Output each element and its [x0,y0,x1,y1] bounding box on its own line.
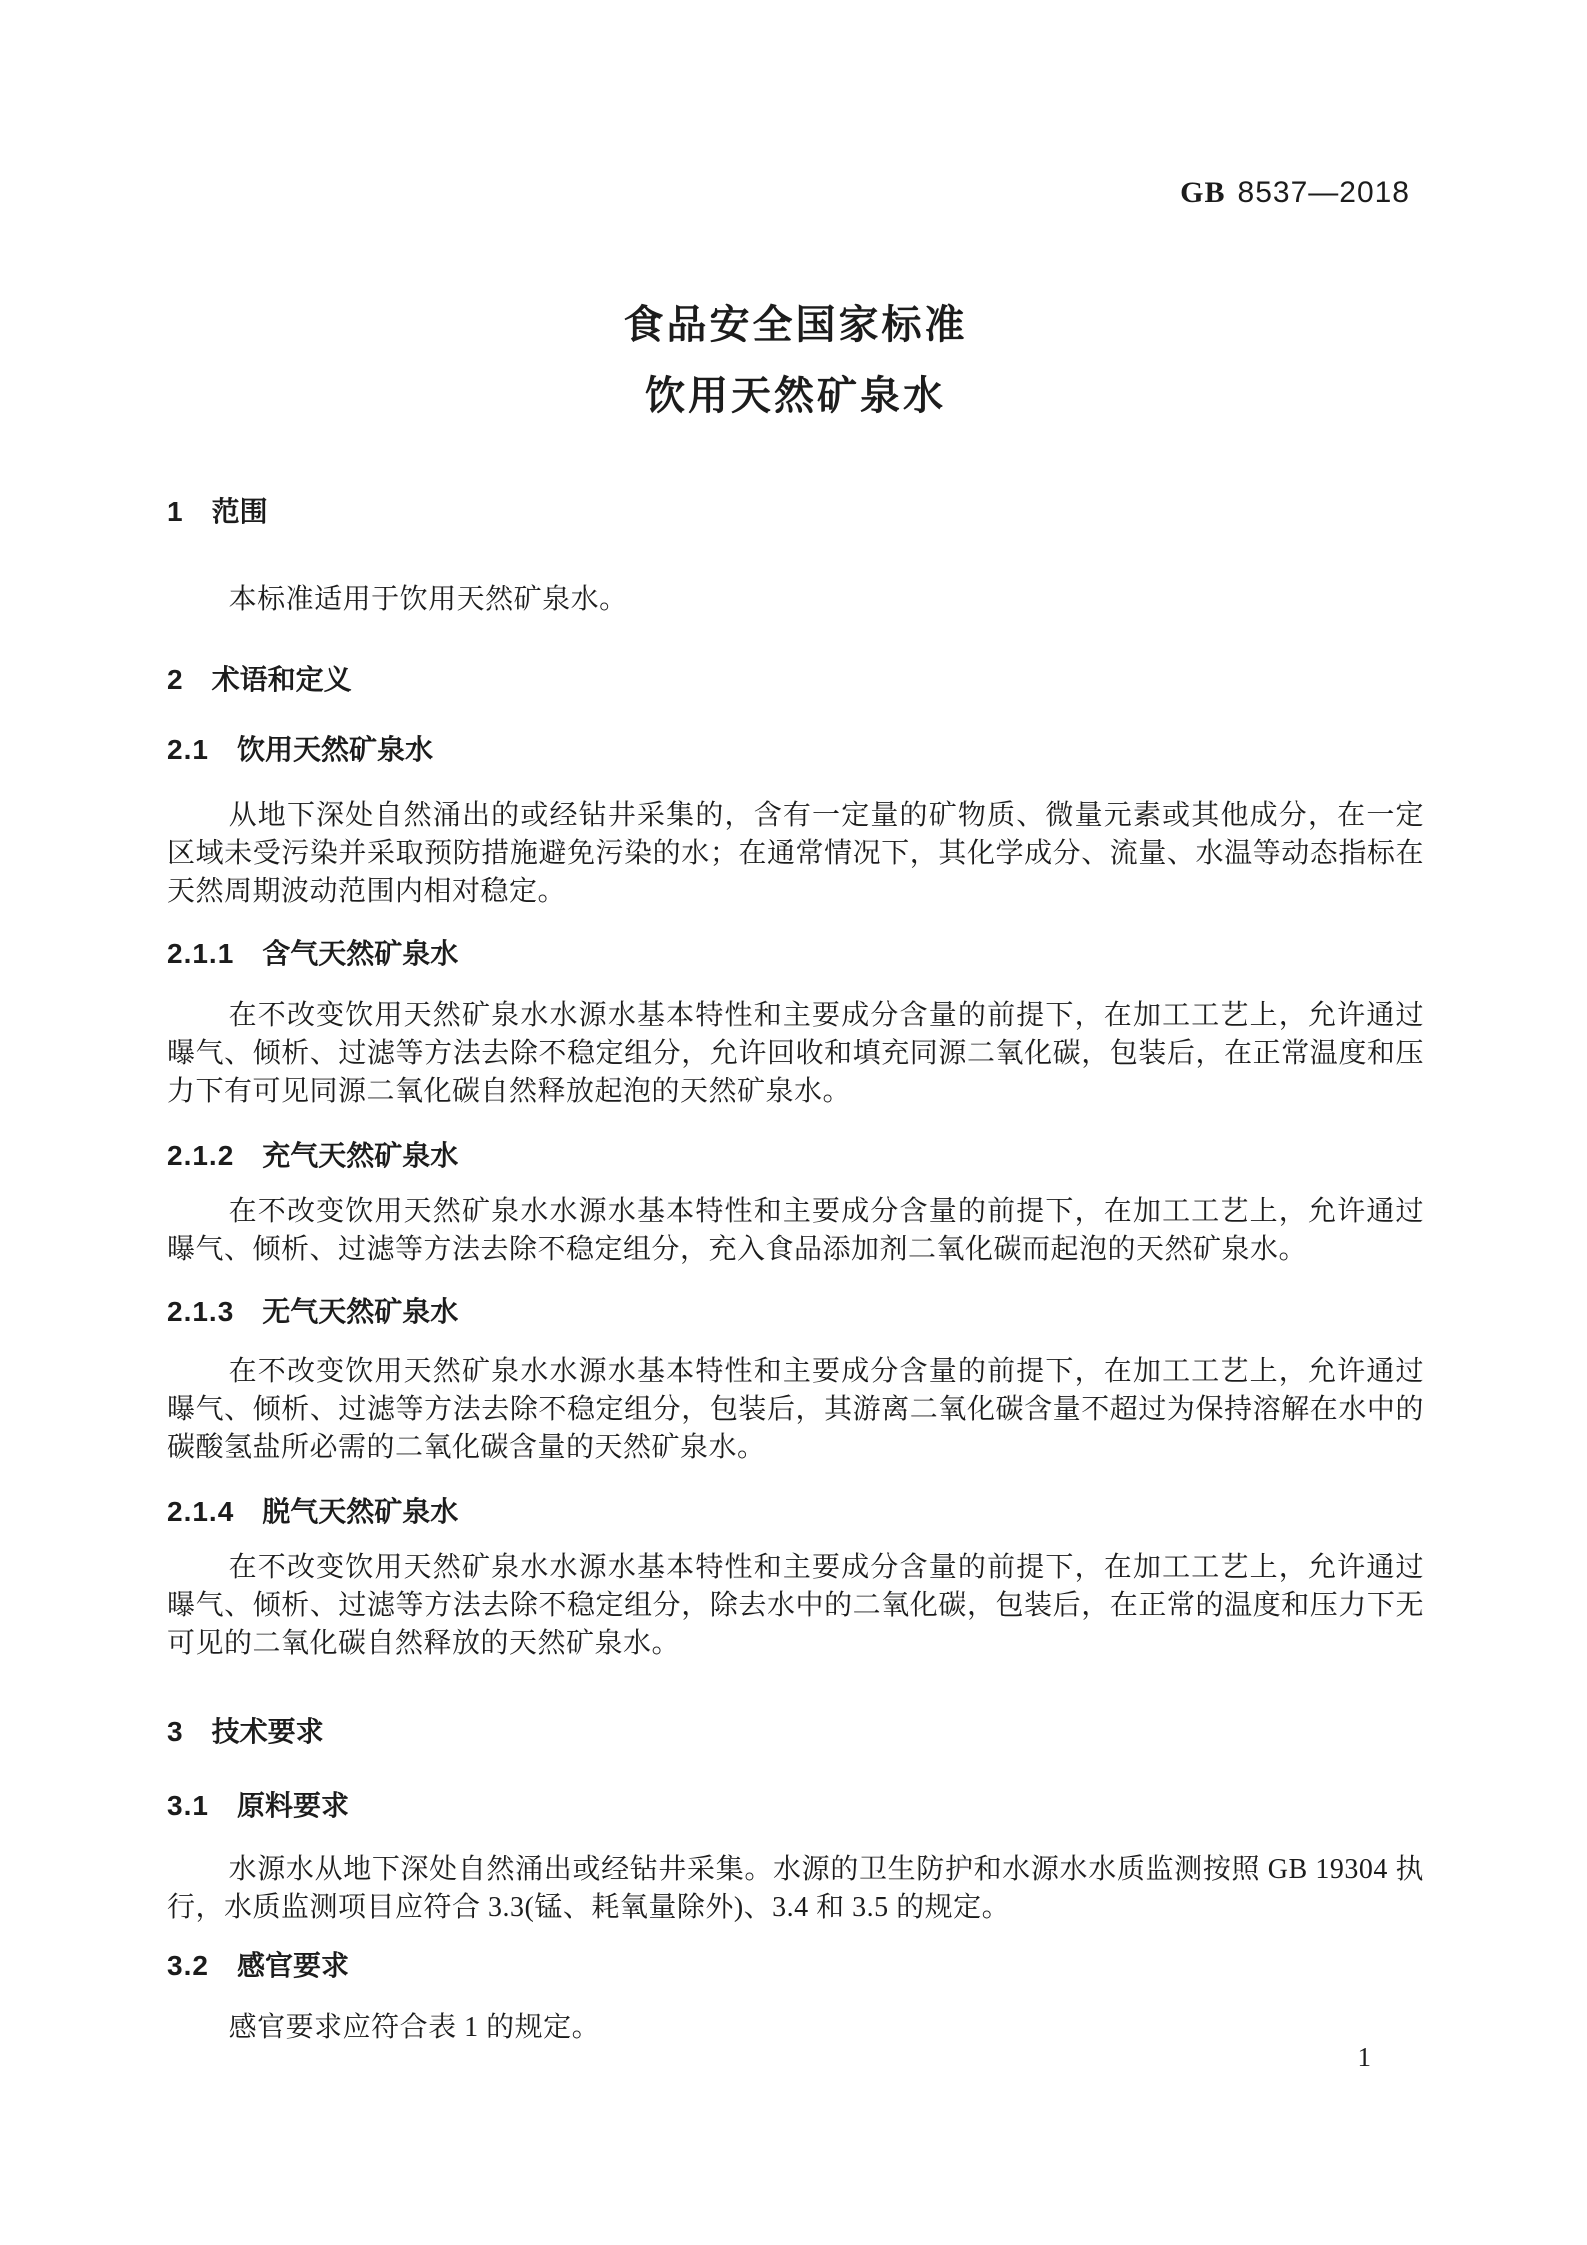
standard-code-prefix: GB [1180,176,1226,209]
section-title: 原料要求 [236,1790,349,1821]
section-heading-1 [167,493,1424,531]
section-number: 2 [167,664,184,695]
section-number: 3.1 [167,1790,209,1821]
paragraph-sensory: 感官要求应符合表 1 的规定。 [228,2012,601,2043]
page-number: 1 [1357,2042,1371,2072]
section-title: 术语和定义 [211,664,352,695]
section-heading-3 [167,1713,1424,1751]
section-heading-3-1 [167,1787,1424,1825]
section-title: 技术要求 [211,1716,324,1747]
paragraph-definition-2-1-3: 在不改变饮用天然矿泉水水源水基本特性和主要成分含量的前提下，在加工工艺上，允许通过曝气、倾析、过滤等方法去除不稳定组分，包装后，其游离二氧化碳含量不超过为保持溶解在水中的碳酸氢盐所必需的二氧化碳含量的天然矿泉水。 [167,1356,1424,1463]
paragraph-definition-2-1-2: 在不改变饮用天然矿泉水水源水基本特性和主要成分含量的前提下，在加工工艺上，允许通过曝气、倾析、过滤等方法去除不稳定组分，充入食品添加剂二氧化碳而起泡的天然矿泉水。 [167,1196,1424,1265]
section-heading-3-2 [167,1947,1424,1985]
paragraph-definition-2-1-1: 在不改变饮用天然矿泉水水源水基本特性和主要成分含量的前提下，在加工工艺上，允许通过曝气、倾析、过滤等方法去除不稳定组分，允许回收和填充同源二氧化碳，包装后，在正常温度和压力下有可见同源二氧化碳自然释放起泡的天然矿泉水。 [167,1000,1424,1107]
paragraph-definition-2-1-4: 在不改变饮用天然矿泉水水源水基本特性和主要成分含量的前提下，在加工工艺上，允许通过曝气、倾析、过滤等方法去除不稳定组分，除去水中的二氧化碳，包装后，在正常的温度和压力下无可见的二氧化碳自然释放的天然矿泉水。 [167,1552,1424,1659]
section-title: 无气天然矿泉水 [262,1296,459,1327]
paragraph-raw-material: 水源水从地下深处自然涌出或经钻井采集。水源的卫生防护和水源水水质监测按照 GB 19304 执行，水质监测项目应符合 3.3(锰、耗氧量除外)、3.4 和 3.5 的规定。 [167,1854,1424,1923]
section-title: 含气天然矿泉水 [262,938,459,969]
section-title: 感官要求 [236,1950,349,1981]
standard-code-number: 8537—2018 [1237,176,1410,209]
document-title-line1: 食品安全国家标准 [623,303,968,347]
paragraph-scope: 本标准适用于饮用天然矿泉水。 [228,584,628,615]
section-title: 脱气天然矿泉水 [262,1496,459,1527]
section-number: 2.1.4 [167,1496,235,1527]
standard-number [167,0,1424,210]
document-title-line2: 饮用天然矿泉水 [645,374,946,418]
section-heading-2-1-2 [167,1137,1424,1175]
section-number: 3 [167,1716,184,1747]
section-number: 2.1 [167,734,209,765]
section-heading-2-1-4 [167,1493,1424,1531]
section-heading-2-1-1 [167,935,1424,973]
section-number: 2.1.2 [167,1140,235,1171]
section-number: 2.1.3 [167,1296,235,1327]
section-title: 饮用天然矿泉水 [236,734,433,765]
section-number: 1 [167,496,184,527]
section-heading-2 [167,661,1424,699]
section-title: 充气天然矿泉水 [262,1140,459,1171]
document-title [167,290,1424,432]
section-number: 2.1.1 [167,938,235,969]
section-number: 3.2 [167,1950,209,1981]
paragraph-definition-2-1: 从地下深处自然涌出的或经钻井采集的，含有一定量的矿物质、微量元素或其他成分，在一定区域未受污染并采取预防措施避免污染的水；在通常情况下，其化学成分、流量、水温等动态指标在天然周期波动范围内相对稳定。 [167,800,1424,907]
section-heading-2-1 [167,731,1424,769]
section-title: 范围 [211,496,268,527]
section-heading-2-1-3 [167,1293,1424,1331]
